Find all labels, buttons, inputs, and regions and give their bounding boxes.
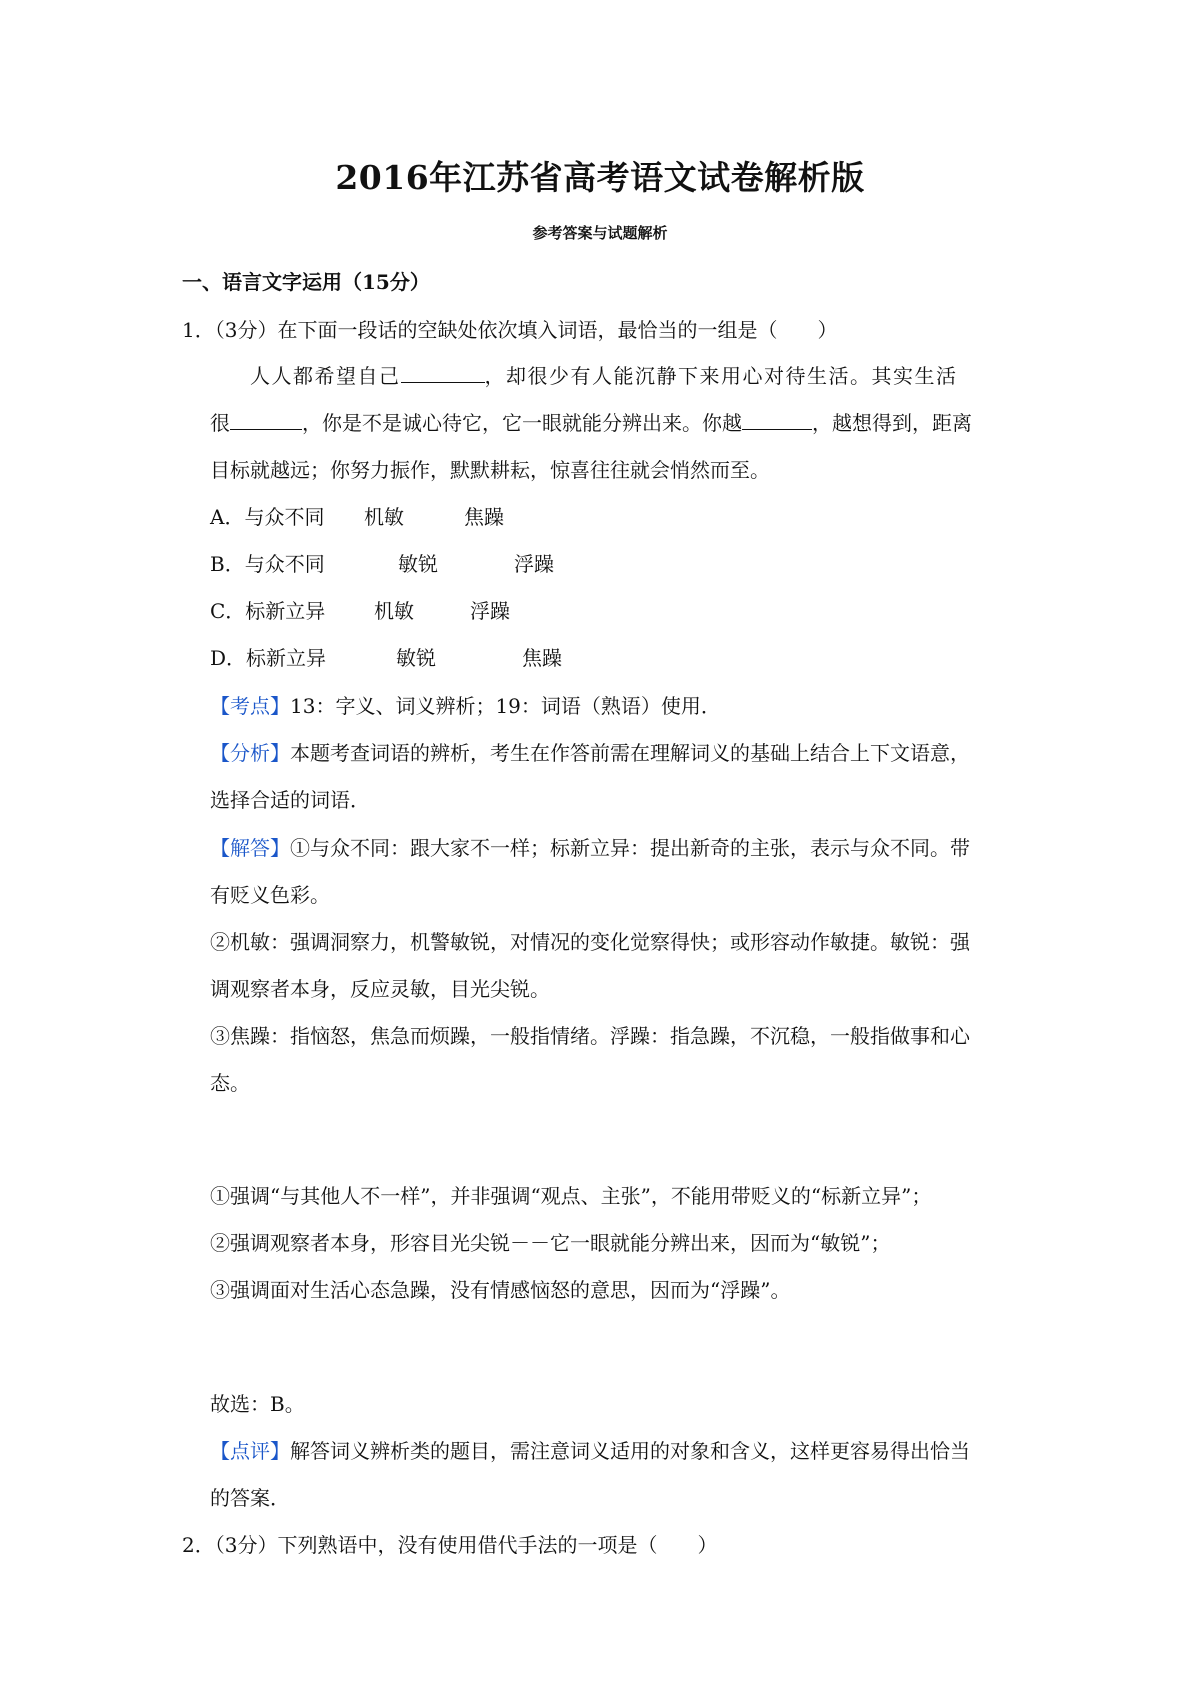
option-label: B．与众不同 (210, 552, 325, 576)
fill-blank-2 (230, 409, 302, 430)
jieda-line-3: ②机敏：强调洞察力，机警敏锐，对情况的变化觉察得快；或形容动作敏捷。敏锐：强 (210, 930, 970, 954)
jieda-text: ①与众不同：跟大家不一样；标新立异：提出新奇的主张，表示与众不同。带 (290, 836, 970, 860)
fenxi-line-2: 选择合适的词语． (210, 788, 370, 812)
fill-blank-3 (742, 409, 812, 430)
option-word: 敏锐 (396, 646, 436, 670)
fill-blank-1 (401, 362, 485, 383)
passage-text: ，越想得到，距离 (812, 411, 972, 435)
option-b (210, 550, 554, 578)
jieda-line-2: 有贬义色彩。 (210, 883, 330, 907)
explain-line-3: ③强调面对生活心态急躁，没有情感恼怒的意思，因而为“浮躁”。 (210, 1278, 791, 1302)
fenxi-text: 本题考查词语的辨析，考生在作答前需在理解词义的基础上结合上下文语意， (290, 741, 970, 765)
option-word: 机敏 (364, 505, 404, 529)
jieda-line-1 (210, 834, 970, 862)
jieda-tag: 【解答】 (210, 836, 290, 860)
page-subtitle: 参考答案与试题解析 (532, 224, 668, 242)
answer-line: 故选：B。 (210, 1392, 305, 1416)
fenxi-tag: 【分析】 (210, 741, 290, 765)
jieda-line-4: 调观察者本身，反应灵敏，目光尖锐。 (210, 977, 550, 1001)
option-word: 浮躁 (470, 599, 510, 623)
kaodian-line (210, 692, 721, 720)
option-a (210, 503, 504, 531)
question-2-stem: 2．（3分）下列熟语中，没有使用借代手法的一项是（ ） (182, 1533, 718, 1557)
option-label: A．与众不同 (210, 505, 325, 529)
fenxi-line-1 (210, 739, 970, 767)
explain-line-1: ①强调“与其他人不一样”，并非强调“观点、主张”，不能用带贬义的“标新立异”； (210, 1184, 932, 1208)
dianping-text: 解答词义辨析类的题目，需注意词义适用的对象和含义，这样更容易得出恰当 (290, 1439, 970, 1463)
passage-line-3: 目标就越远；你努力振作，默默耕耘，惊喜往往就会悄然而至。 (210, 458, 770, 482)
passage-line-1 (250, 362, 1022, 390)
option-word: 机敏 (374, 599, 414, 623)
jieda-line-6: 态。 (210, 1071, 250, 1095)
option-word: 焦躁 (522, 646, 562, 670)
passage-text: ，你是不是诚心待它，它一眼就能分辨出来。你越 (302, 411, 742, 435)
dianping-line-1 (210, 1437, 970, 1465)
kaodian-text: 13：字义、词义辨析；19：词语（熟语）使用． (290, 694, 721, 718)
kaodian-tag: 【考点】 (210, 694, 290, 718)
passage-line-2 (210, 409, 1022, 437)
passage-text: 很 (210, 411, 230, 435)
option-word: 敏锐 (398, 552, 438, 576)
option-label: D．标新立异 (210, 646, 327, 670)
option-c (210, 597, 510, 625)
dianping-tag: 【点评】 (210, 1439, 290, 1463)
option-word: 浮躁 (514, 552, 554, 576)
jieda-line-5: ③焦躁：指恼怒，焦急而烦躁，一般指情绪。浮躁：指急躁，不沉稳，一般指做事和心 (210, 1024, 970, 1048)
question-1-stem: 1．（3分）在下面一段话的空缺处依次填入词语，最恰当的一组是（ ） (182, 318, 838, 342)
section-heading: 一、语言文字运用（15分） (182, 270, 430, 294)
option-d (210, 644, 562, 672)
passage-text: ，却很少有人能沉静下来用心对待生活。其实生活 (484, 364, 958, 388)
dianping-line-2: 的答案． (210, 1486, 290, 1510)
option-label: C．标新立异 (210, 599, 326, 623)
option-word: 焦躁 (464, 505, 504, 529)
passage-text: 人人都希望自己 (250, 364, 401, 388)
page-title: 2016年江苏省高考语文试卷解析版 (335, 158, 865, 197)
explain-line-2: ②强调观察者本身，形容目光尖锐－－它一眼就能分辨出来，因而为“敏锐”； (210, 1231, 891, 1255)
